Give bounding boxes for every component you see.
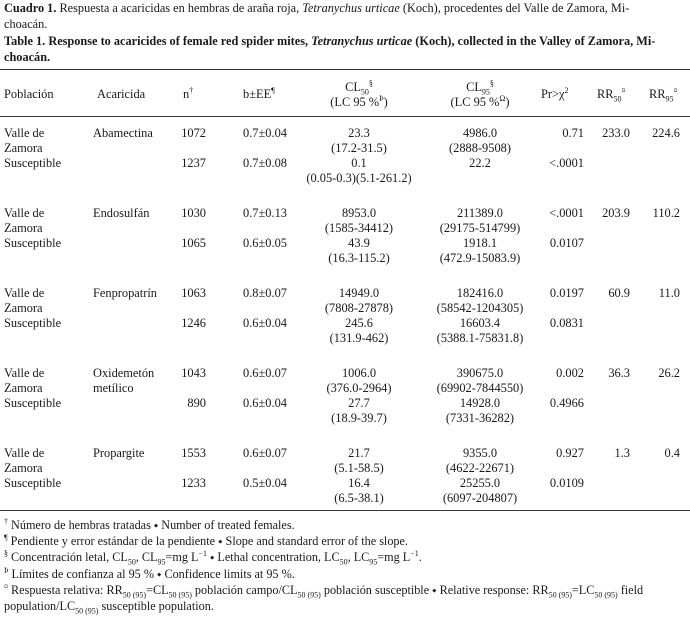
cell-cl95: 1918.1 xyxy=(462,236,498,250)
population-field-label-2: Zamora xyxy=(4,301,43,315)
cell-cl50-ci: (17.2-31.5) xyxy=(331,141,387,155)
footnote-relative-response-cont: population/$LC_{50 (95)}$ susceptible population. xyxy=(4,599,214,616)
cell-pr: 0.002 xyxy=(556,366,584,380)
acaricide-name: Fenpropatrín xyxy=(93,286,158,300)
acaricide-name-2: metílico xyxy=(93,381,134,395)
cell-cl50-ci: (18.9-39.7) xyxy=(331,411,387,425)
cell-cl50-ci: (376.0-2964) xyxy=(326,381,392,395)
table-top-rule xyxy=(0,69,690,70)
cell-n: 1233 xyxy=(181,476,206,490)
cell-b: 0.7±0.04 xyxy=(243,126,287,140)
cell-pr: 0.71 xyxy=(562,126,584,140)
cell-rr50: 203.9 xyxy=(602,206,630,220)
population-field-label-2: Zamora xyxy=(4,141,43,155)
population-field-label: Valle de xyxy=(4,126,45,140)
header-bottom-rule xyxy=(0,116,690,117)
cell-cl50: 14949.0 xyxy=(338,286,380,300)
cell-cl50: 245.6 xyxy=(345,316,373,330)
cell-cl50: 43.9 xyxy=(348,236,370,250)
cell-n: 1043 xyxy=(181,366,206,380)
header-b: b±EE¶ xyxy=(243,85,275,101)
population-susceptible-label: Susceptible xyxy=(4,236,62,250)
population-field-label-2: Zamora xyxy=(4,221,43,235)
cell-cl95: 211389.0 xyxy=(456,206,503,220)
population-field-label: Valle de xyxy=(4,446,45,460)
cell-pr: 0.0831 xyxy=(549,316,584,330)
cell-rr95: 11.0 xyxy=(658,286,680,300)
population-field-label: Valle de xyxy=(4,286,45,300)
population-susceptible-label: Susceptible xyxy=(4,316,62,330)
cell-cl50-ci: (0.05-0.3)(5.1-261.2) xyxy=(306,171,412,185)
cell-rr95: 0.4 xyxy=(664,446,680,460)
cell-b: 0.5±0.04 xyxy=(243,476,287,490)
cell-rr50: 60.9 xyxy=(608,286,630,300)
cell-cl50: 16.4 xyxy=(348,476,370,490)
cell-cl95: 16603.4 xyxy=(459,316,501,330)
cell-cl95: 22.2 xyxy=(469,156,491,170)
cell-cl95-ci: (4622-22671) xyxy=(445,461,515,475)
footnote-confidence-limits: $^Þ$ Límites de confianza al 95 % ⬩ Confidence limits at 95 %. xyxy=(4,565,295,581)
header-cl50: $CL_{50}^\S$ xyxy=(345,78,373,97)
cell-n: 1063 xyxy=(181,286,206,300)
header-rr95: $RR_{95}^¤$ xyxy=(649,85,678,104)
cell-cl95-ci: (58542-1204305) xyxy=(436,301,524,315)
population-susceptible-label: Susceptible xyxy=(4,476,62,490)
cell-b: 0.6±0.04 xyxy=(243,316,287,330)
acaricide-name: Oxidemetón xyxy=(93,366,155,380)
caption-english: Table 1. Response to acaricides of female red spider mites, Tetranychus urticae (Koch), collected in the Valley of Zamora, Mi- choacán. xyxy=(4,34,656,64)
cell-cl95: 14928.0 xyxy=(459,396,501,410)
cell-cl95: 182416.0 xyxy=(456,286,504,300)
cell-cl95: 390675.0 xyxy=(456,366,504,380)
cell-n: 1065 xyxy=(181,236,206,250)
cell-cl95-ci: (2888-9508) xyxy=(449,141,511,155)
header-cl50-limits: (LC 95 %$^Þ$) xyxy=(330,93,388,109)
cell-pr: <.0001 xyxy=(549,156,584,170)
header-pr: $Pr>\chi^2$ xyxy=(541,85,569,101)
cell-cl50: 21.7 xyxy=(348,446,370,460)
cell-cl95: 9355.0 xyxy=(462,446,498,460)
cell-b: 0.6±0.04 xyxy=(243,396,287,410)
cell-rr95: 26.2 xyxy=(658,366,680,380)
cell-pr: 0.4966 xyxy=(549,396,584,410)
cell-cl95-ci: (5388.1-75831.8) xyxy=(436,331,524,345)
header-cl95-limits: (LC 95 %$^\Omega$) xyxy=(450,93,510,109)
cell-rr95: 110.2 xyxy=(652,206,680,220)
cell-pr: 0.0107 xyxy=(549,236,584,250)
header-rr50: $RR_{50}^¤$ xyxy=(597,85,626,104)
cell-cl95: 4986.0 xyxy=(462,126,498,140)
cell-rr50: 1.3 xyxy=(614,446,630,460)
header-cl95: $CL_{95}^\S$ xyxy=(466,78,494,97)
cell-cl50-ci: (7808-27878) xyxy=(324,301,394,315)
cell-n: 1072 xyxy=(181,126,206,140)
population-field-label: Valle de xyxy=(4,206,45,220)
cell-b: 0.7±0.08 xyxy=(243,156,287,170)
cell-pr: 0.0197 xyxy=(549,286,584,300)
cell-rr95: 224.6 xyxy=(652,126,680,140)
cell-cl95: 25255.0 xyxy=(459,476,501,490)
header-poblacion: Población xyxy=(4,87,54,101)
population-susceptible-label: Susceptible xyxy=(4,156,62,170)
acaricide-name: Abamectina xyxy=(93,126,153,140)
cell-cl95-ci: (6097-204807) xyxy=(442,491,518,505)
cell-cl50: 1006.0 xyxy=(341,366,377,380)
cell-cl50-ci: (16.3-115.2) xyxy=(328,251,390,265)
footnote-slope: ¶ Pendiente y error estándar de la pendiente ⬩ Slope and standard error of the slope. xyxy=(4,532,408,548)
cell-cl50-ci: (131.9-462) xyxy=(329,331,389,345)
cell-cl50-ci: (1585-34412) xyxy=(324,221,394,235)
cell-b: 0.6±0.05 xyxy=(243,236,287,250)
cell-cl50: 23.3 xyxy=(348,126,370,140)
cell-n: 1246 xyxy=(181,316,206,330)
cell-n: 890 xyxy=(187,396,206,410)
population-field-label-2: Zamora xyxy=(4,461,43,475)
cell-pr: <.0001 xyxy=(549,206,584,220)
cell-cl95-ci: (29175-514799) xyxy=(439,221,521,235)
cell-n: 1237 xyxy=(181,156,206,170)
cell-cl95-ci: (7331-36282) xyxy=(445,411,515,425)
cell-cl50: 8953.0 xyxy=(341,206,377,220)
population-field-label-2: Zamora xyxy=(4,381,43,395)
cell-cl50-ci: (5.1-58.5) xyxy=(334,461,384,475)
cell-rr50: 233.0 xyxy=(602,126,630,140)
cell-b: 0.6±0.07 xyxy=(243,366,287,380)
population-field-label: Valle de xyxy=(4,366,45,380)
acaricide-name: Endosulfán xyxy=(93,206,150,220)
cell-cl50: 27.7 xyxy=(348,396,370,410)
cell-cl50-ci: (6.5-38.1) xyxy=(334,491,384,505)
cell-pr: 0.927 xyxy=(556,446,584,460)
cell-rr50: 36.3 xyxy=(608,366,630,380)
population-susceptible-label: Susceptible xyxy=(4,396,62,410)
cell-cl50: 0.1 xyxy=(351,156,367,170)
cell-b: 0.6±0.07 xyxy=(243,446,287,460)
header-n: n† xyxy=(183,85,194,101)
cell-b: 0.8±0.07 xyxy=(243,286,287,300)
footnote-relative-response: ¤ Respuesta relativa: $RR_{50 (95)}=CL_{50 (95)}$ población campo/$CL_{50 (95)}$ población susceptible ⬩ Relative response: $RR_{50 (95)}=LC_{50 (95)}$ field xyxy=(4,581,644,600)
cell-n: 1553 xyxy=(181,446,206,460)
table-bottom-rule xyxy=(0,510,690,511)
cell-b: 0.7±0.13 xyxy=(243,206,287,220)
acaricide-name: Propargite xyxy=(93,446,145,460)
header-acaricida: Acaricida xyxy=(97,87,146,101)
cell-cl95-ci: (69902-7844550) xyxy=(436,381,524,395)
footnote-lethal-concentration: § Concentración letal, $CL_{50}$, $CL_{95}=mg$ $L^{-1}$ ⬩ Lethal concentration, $LC_{50}$, $LC_{95}=mg$ $L^{-1}$. xyxy=(4,548,422,567)
caption-spanish: Cuadro 1. Respuesta a acaricidas en hembras de araña roja, Tetranychus urticae (Koch), procedentes del Valle de Zamora, Mi- choacán. xyxy=(4,1,630,31)
cell-pr: 0.0109 xyxy=(549,476,584,490)
cell-cl95-ci: (472.9-15083.9) xyxy=(439,251,521,265)
cell-n: 1030 xyxy=(181,206,206,220)
footnote-treated-females: † Número de hembras tratadas ⬩ Number of treated females. xyxy=(4,516,295,532)
